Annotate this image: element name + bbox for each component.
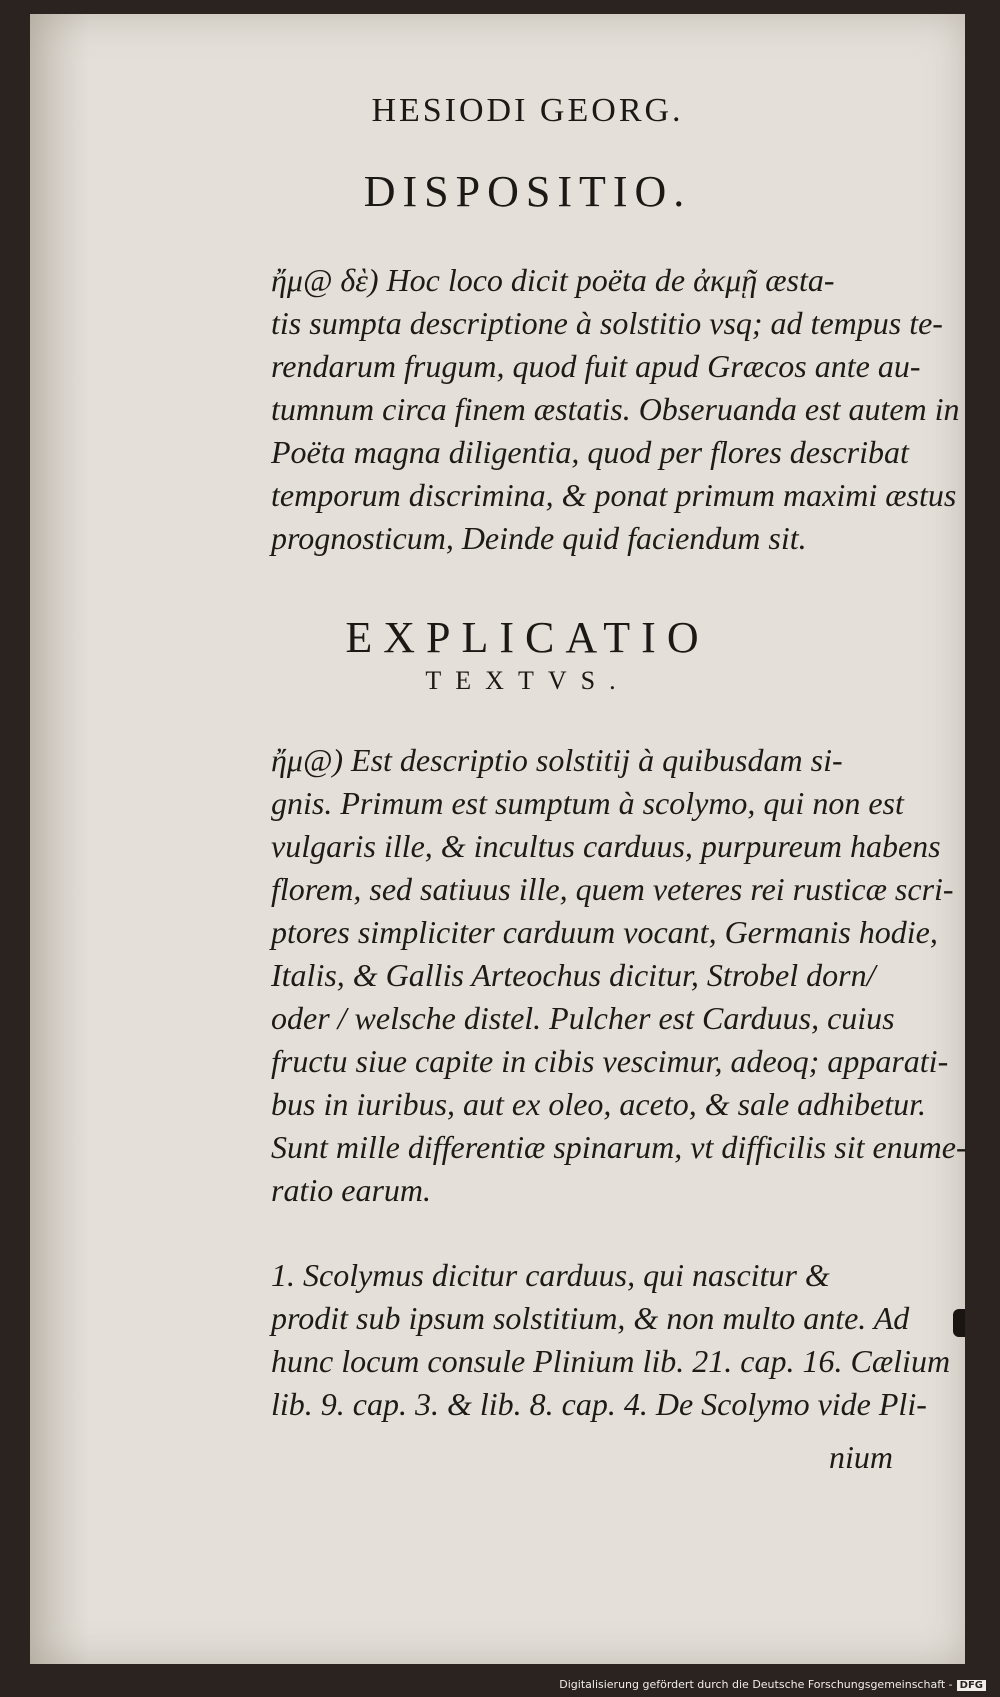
text-line: ἤμ@) Est descriptio solstitij à quibusdam si- — [271, 742, 843, 778]
running-head: HESIODI GEORG. — [371, 92, 684, 129]
heading-explicatio: EXPLICATIO — [345, 613, 710, 662]
text-line: tis sumpta descriptione à solstitio vsq; ad tempus te- — [271, 305, 943, 341]
text-line: oder / welsche distel. Pulcher est Carduus, cuius — [271, 1000, 895, 1036]
dfg-logo: DFG — [957, 1680, 986, 1691]
text-line: temporum discrimina, & ponat primum maximi æstus — [271, 477, 957, 513]
text-line: lib. 9. cap. 3. & lib. 8. cap. 4. De Scolymo vide Pli- — [271, 1386, 927, 1422]
text-line: fructu siue capite in cibis vescimur, adeoq; apparati- — [271, 1043, 949, 1079]
text-line: ratio earum. — [271, 1172, 431, 1208]
book-page — [30, 14, 965, 1664]
digitization-footer — [559, 1678, 986, 1691]
paragraph-explicatio — [205, 739, 967, 1212]
paragraph-note-1 — [205, 1254, 951, 1426]
text-line: Sunt mille differentiæ spinarum, vt difficilis sit enume- — [271, 1129, 967, 1165]
text-line: gnis. Primum est sumptum à scolymo, qui non est — [271, 785, 904, 821]
footer-text: Digitalisierung gefördert durch die Deutsche Forschungsgemeinschaft - — [559, 1678, 953, 1691]
paragraph-dispositio — [205, 259, 960, 560]
heading-dispositio: DISPOSITIO. — [363, 167, 692, 216]
text-line: tumnum circa finem æstatis. Obseruanda est autem in — [271, 391, 960, 427]
catchword: nium — [829, 1439, 893, 1475]
text-line: 1. Scolymus dicitur carduus, qui nascitur & — [271, 1257, 830, 1293]
heading-textus: TEXTVS. — [425, 666, 630, 695]
text-line: prognosticum, Deinde quid faciendum sit. — [271, 520, 807, 556]
gutter-shadow — [30, 14, 90, 1664]
text-line: rendarum frugum, quod fuit apud Græcos ante au- — [271, 348, 921, 384]
text-line: Poëta magna diligentia, quod per flores describat — [271, 434, 909, 470]
text-line: hunc locum consule Plinium lib. 21. cap. 16. Cælium — [271, 1343, 951, 1379]
page-edge-mark — [953, 1309, 965, 1337]
text-line: ptores simpliciter carduum vocant, Germanis hodie, — [271, 914, 938, 950]
text-line: vulgaris ille, & incultus carduus, purpureum habens — [271, 828, 941, 864]
text-line: ἤμ@ δὲ) Hoc loco dicit poëta de ἀκμῇ æsta- — [271, 262, 835, 298]
text-line: florem, sed satiuus ille, quem veteres rei rusticæ scri- — [271, 871, 954, 907]
text-line: prodit sub ipsum solstitium, & non multo ante. Ad — [271, 1300, 910, 1336]
text-line: bus in iuribus, aut ex oleo, aceto, & sale adhibetur. — [271, 1086, 927, 1122]
text-line: Italis, & Gallis Arteochus dicitur, Strobel dorn/ — [271, 957, 876, 993]
